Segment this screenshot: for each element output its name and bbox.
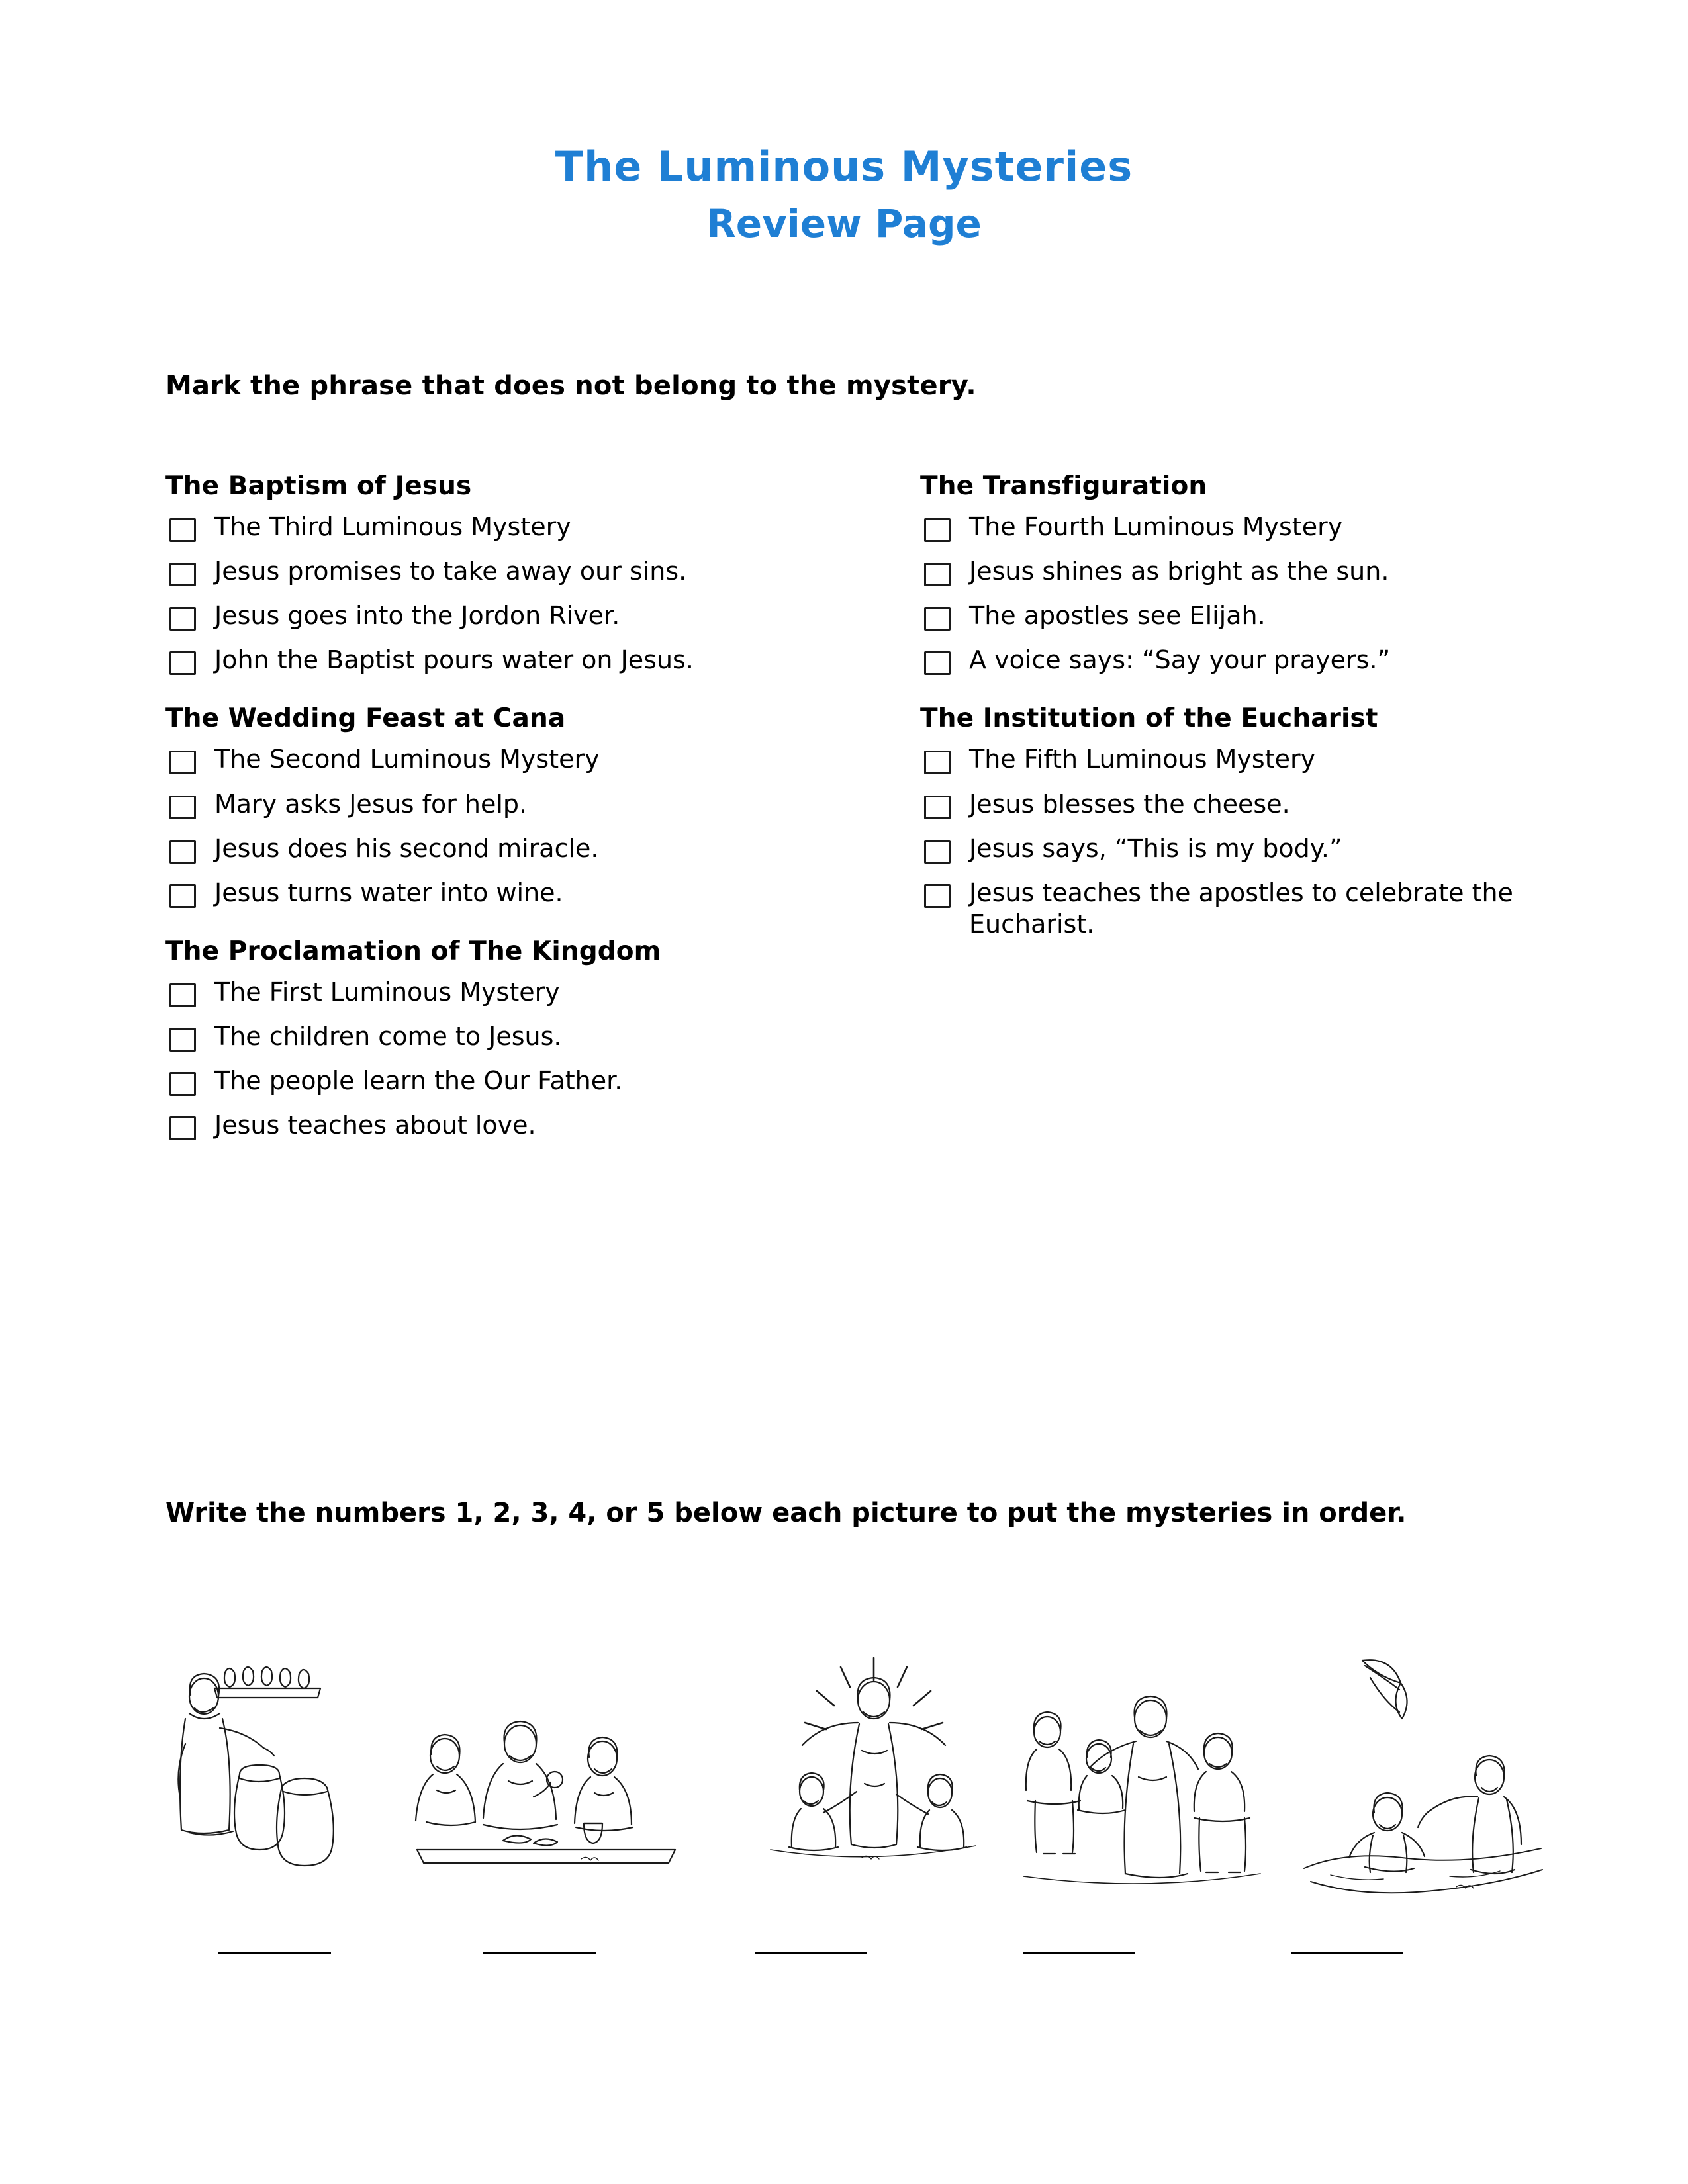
list-item-label: The people learn the Our Father. bbox=[214, 1066, 623, 1096]
checkbox-icon[interactable] bbox=[924, 563, 951, 586]
checkbox-icon[interactable] bbox=[169, 563, 196, 586]
list-item[interactable] bbox=[165, 744, 781, 775]
page-title-block bbox=[0, 142, 1688, 248]
checkbox-icon[interactable] bbox=[169, 751, 196, 774]
group-heading: The Baptism of Jesus bbox=[165, 471, 472, 501]
list-item[interactable] bbox=[920, 878, 1536, 940]
list-item-label: The Third Luminous Mystery bbox=[214, 512, 571, 541]
checkbox-icon[interactable] bbox=[924, 518, 951, 542]
checkbox-list bbox=[165, 977, 781, 1141]
picture-institution-of-the-eucharist bbox=[404, 1717, 688, 1916]
list-item-label: The Second Luminous Mystery bbox=[214, 745, 600, 774]
checkbox-icon[interactable] bbox=[924, 884, 951, 908]
list-item-label: Jesus does his second miracle. bbox=[214, 833, 599, 863]
list-item-label: Jesus teaches the apostles to celebrate the Eucharist. bbox=[969, 878, 1513, 938]
picture-transfiguration bbox=[748, 1651, 1000, 1909]
checkbox-icon[interactable] bbox=[924, 607, 951, 631]
mystery-group-eucharist bbox=[920, 704, 1536, 940]
list-item-label: Jesus teaches about love. bbox=[214, 1111, 536, 1140]
mystery-group-transfiguration bbox=[920, 471, 1536, 676]
answer-line-2[interactable] bbox=[483, 1952, 596, 1954]
list-item[interactable] bbox=[165, 1066, 781, 1097]
list-item[interactable] bbox=[920, 744, 1536, 775]
group-heading: The Institution of the Eucharist bbox=[920, 704, 1378, 734]
answer-line-4[interactable] bbox=[1023, 1952, 1135, 1954]
checkbox-icon[interactable] bbox=[924, 840, 951, 864]
checkbox-icon[interactable] bbox=[169, 983, 196, 1007]
list-item-label: The children come to Jesus. bbox=[214, 1021, 562, 1051]
list-item-label: Jesus goes into the Jordon River. bbox=[214, 601, 620, 631]
list-item[interactable] bbox=[165, 1110, 781, 1141]
list-item-label: Mary asks Jesus for help. bbox=[214, 789, 528, 819]
checkbox-list bbox=[165, 744, 781, 908]
page-subtitle: Review Page bbox=[706, 201, 982, 247]
checkbox-icon[interactable] bbox=[169, 1072, 196, 1096]
answer-line-3[interactable] bbox=[755, 1952, 867, 1954]
checkbox-icon[interactable] bbox=[924, 651, 951, 675]
list-item[interactable] bbox=[165, 1021, 781, 1052]
checkbox-icon[interactable] bbox=[169, 796, 196, 819]
picture-proclamation-of-the-kingdom bbox=[1013, 1684, 1271, 1909]
list-item[interactable] bbox=[920, 556, 1536, 587]
list-item-label: The apostles see Elijah. bbox=[969, 601, 1266, 631]
checkbox-icon[interactable] bbox=[169, 840, 196, 864]
list-item[interactable] bbox=[165, 556, 781, 587]
list-item[interactable] bbox=[165, 645, 781, 676]
checkbox-icon[interactable] bbox=[924, 796, 951, 819]
list-item[interactable] bbox=[920, 512, 1536, 543]
checkbox-icon[interactable] bbox=[169, 607, 196, 631]
left-column bbox=[165, 471, 781, 1169]
list-item[interactable] bbox=[920, 645, 1536, 676]
group-heading: The Wedding Feast at Cana bbox=[165, 704, 566, 734]
answer-line-5[interactable] bbox=[1291, 1952, 1403, 1954]
instruction-mark-phrase: Mark the phrase that does not belong to the mystery. bbox=[165, 371, 976, 401]
list-item[interactable] bbox=[920, 600, 1536, 631]
list-item[interactable] bbox=[165, 789, 781, 820]
list-item-label: Jesus says, “This is my body.” bbox=[969, 833, 1342, 863]
checkbox-list bbox=[920, 744, 1536, 940]
list-item-label: Jesus turns water into wine. bbox=[214, 878, 563, 907]
right-column bbox=[920, 471, 1536, 968]
checkbox-icon[interactable] bbox=[924, 751, 951, 774]
checkbox-icon[interactable] bbox=[169, 651, 196, 675]
instruction-number-pictures: Write the numbers 1, 2, 3, 4, or 5 below each picture to put the mysteries in order. bbox=[165, 1498, 1407, 1528]
list-item[interactable] bbox=[165, 977, 781, 1008]
list-item[interactable] bbox=[920, 833, 1536, 864]
list-item-label: John the Baptist pours water on Jesus. bbox=[214, 645, 694, 675]
list-item-label: Jesus blesses the cheese. bbox=[969, 789, 1290, 819]
list-item-label: The Fifth Luminous Mystery bbox=[969, 745, 1316, 774]
picture-baptism-of-jesus bbox=[1291, 1651, 1556, 1909]
picture-wedding-feast-at-cana bbox=[146, 1645, 371, 1909]
page-title: The Luminous Mysteries bbox=[555, 142, 1133, 191]
list-item[interactable] bbox=[920, 789, 1536, 820]
list-item[interactable] bbox=[165, 600, 781, 631]
list-item-label: Jesus promises to take away our sins. bbox=[214, 557, 687, 586]
checkbox-icon[interactable] bbox=[169, 1116, 196, 1140]
answer-line-1[interactable] bbox=[218, 1952, 331, 1954]
picture-strip bbox=[126, 1625, 1569, 1916]
list-item[interactable] bbox=[165, 512, 781, 543]
list-item-label: A voice says: “Say your prayers.” bbox=[969, 645, 1391, 675]
answer-lines bbox=[126, 1952, 1569, 1966]
group-heading: The Transfiguration bbox=[920, 471, 1207, 501]
checkbox-icon[interactable] bbox=[169, 884, 196, 908]
checkbox-list bbox=[920, 512, 1536, 676]
list-item[interactable] bbox=[165, 878, 781, 909]
checkbox-list bbox=[165, 512, 781, 676]
mystery-group-cana bbox=[165, 704, 781, 908]
list-item[interactable] bbox=[165, 833, 781, 864]
checkbox-icon[interactable] bbox=[169, 518, 196, 542]
list-item-label: Jesus shines as bright as the sun. bbox=[969, 557, 1389, 586]
checkbox-icon[interactable] bbox=[169, 1028, 196, 1052]
mystery-group-proclamation bbox=[165, 936, 781, 1141]
group-heading: The Proclamation of The Kingdom bbox=[165, 936, 661, 966]
mystery-group-baptism bbox=[165, 471, 781, 676]
list-item-label: The First Luminous Mystery bbox=[214, 977, 560, 1007]
list-item-label: The Fourth Luminous Mystery bbox=[969, 512, 1343, 541]
